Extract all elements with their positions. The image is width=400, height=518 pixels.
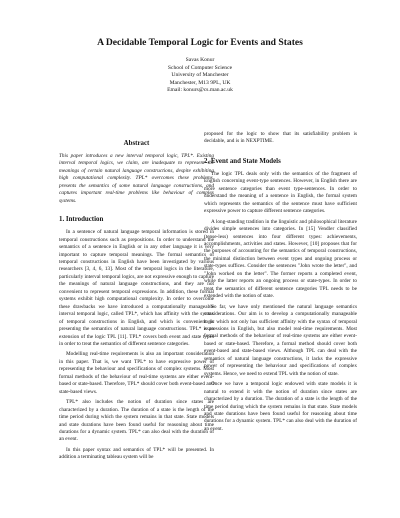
paper-title: A Decidable Temporal Logic for Events and States	[97, 37, 303, 48]
abstract-text: This paper introduces a new interval temporal logic, TPL*. Existing interval temporal logics, we claim, are inadequate to represent the meanings of certain natural language constructions, despite exhibiting high computational complexity. TPL* overcomes these problems, presents the semantics of some natural language constructions, and captures important real-time problems like behaviour of complex systems.	[59, 153, 214, 204]
section2-paragraph: The logic TPL deals only with the semantics of the fragment of English concerning event-type sentences. However, in English there are more sentence categories than event type-sentences. In order to understand the meaning of a sentence in English, the formal system which represents the semantics of the sentence must have sufficient expressive power to capture different sentence categories.	[204, 170, 357, 215]
intro-paragraph: TPL* also includes the notion of duration since states are characterized by a duration. The duration of a state is the length of the time period during which the system remains in that state. State models and state durations have been found useful for reasoning about time durations for a dynamic system. TPL* can also deal with the duration of an event.	[59, 399, 214, 443]
author-university: University of Manchester	[171, 72, 229, 79]
left-column	[59, 139, 214, 465]
intro-paragraph: In this paper syntax and semantics of TPL* will be presented. In addition a terminating tableau system will be	[59, 446, 214, 461]
section2-paragraph: A long-standing tradition in the linguistic and philosophical literature divides simple sentences into categories. In [15] Vendler classified (tense-less) sentences into four different types: achievements, accomplishments, activities and states. However, [10] proposes that for the purposes of accounting for the semantics of temporal constructions, the minimal distinction between event types and ongoing process or state-types suffices. Consider the sentences "John wrote the letter", and "John worked on the letter". The former reports a completed event, while the latter reports an ongoing process or state-types. In order to treat the semantics of different sentence categories TPL needs to be extended with the notion of state.	[204, 218, 357, 300]
section2-paragraph: So far, we have only mentioned the natural language semantics considerations. Our aim is to develop a computationally manageable logic which not only has sufficient affinity with the syntax of temporal expressions in English, but also model real-time requirements. Most formal methods of the behaviour of real-time systems are either event-based or state-based. Therefore, a formal method should cover both event-based and state-based views. Although TPL can deal with the semantics of natural language constructions, it lacks the expressive power of representing the behaviour and specifications of complex systems. Hence, we need to extend TPL with the notion of state.	[204, 303, 357, 377]
author-block	[0, 57, 400, 95]
intro-continuation: proposed for the logic to show that its satisfiability problem is decidable, and is in NEXPTIME.	[204, 131, 357, 145]
section-heading-introduction: 1. Introduction	[59, 216, 104, 224]
abstract-heading: Abstract	[123, 140, 150, 147]
intro-paragraph: Modelling real-time requirements is also an important consideration in this paper. That is, we want TPL* to have expressive power of representing the behaviour and specifications of complex systems. Most formal methods of the behaviour of real-time systems are either event-based or state-based. Therefore, TPL* should cover both event-based and state-based views.	[59, 351, 214, 395]
section2-paragraph: Once we have a temporal logic endowed with state models it is natural to extend it with the notion of duration since states are characterized by a duration. The duration of a state is the length of the time period during which the system remains in that state. State models and state durations have been found useful for reasoning about time durations for a dynamic system. TPL* can also deal with the duration of an event.	[204, 381, 357, 432]
intro-paragraph: In a sentence of natural language temporal information is stored in temporal constructions such as prepositions. In order to understand the semantics of a sentence in English or in any other language it is very important to capture temporal meanings. The formal semantics of temporal constructions in English have been investigated by various researchers [3, 4, 6, 13]. Most of the temporal logics in the literature, particularly interval temporal logics, are not expressive enough to capture the meanings of natural language constructions, and they are not convenient to represent temporal expressions. In addition, these formal systems exhibit high computational complexity. In order to overcome these drawbacks we have introduced a computationally manageable interval temporal logic, called TPL*, which has affinity with the syntax of temporal constructions in English, and which is convenient in presenting the semantics of natural language constructions. TPL* is an extension of the logic TPL [11]. TPL* covers both event and state types in order to treat the semantics of different sentence categories.	[59, 229, 214, 347]
section-heading-event-state: 2. Event and State Models	[204, 157, 281, 165]
author-school: School of Computer Science	[167, 64, 233, 71]
author-name: Savas Konur	[185, 57, 215, 63]
author-address: Manchester, M13 9PL, UK	[169, 79, 231, 86]
author-email: Email: konurs@cs.man.ac.uk	[167, 87, 233, 94]
right-column	[204, 131, 357, 436]
